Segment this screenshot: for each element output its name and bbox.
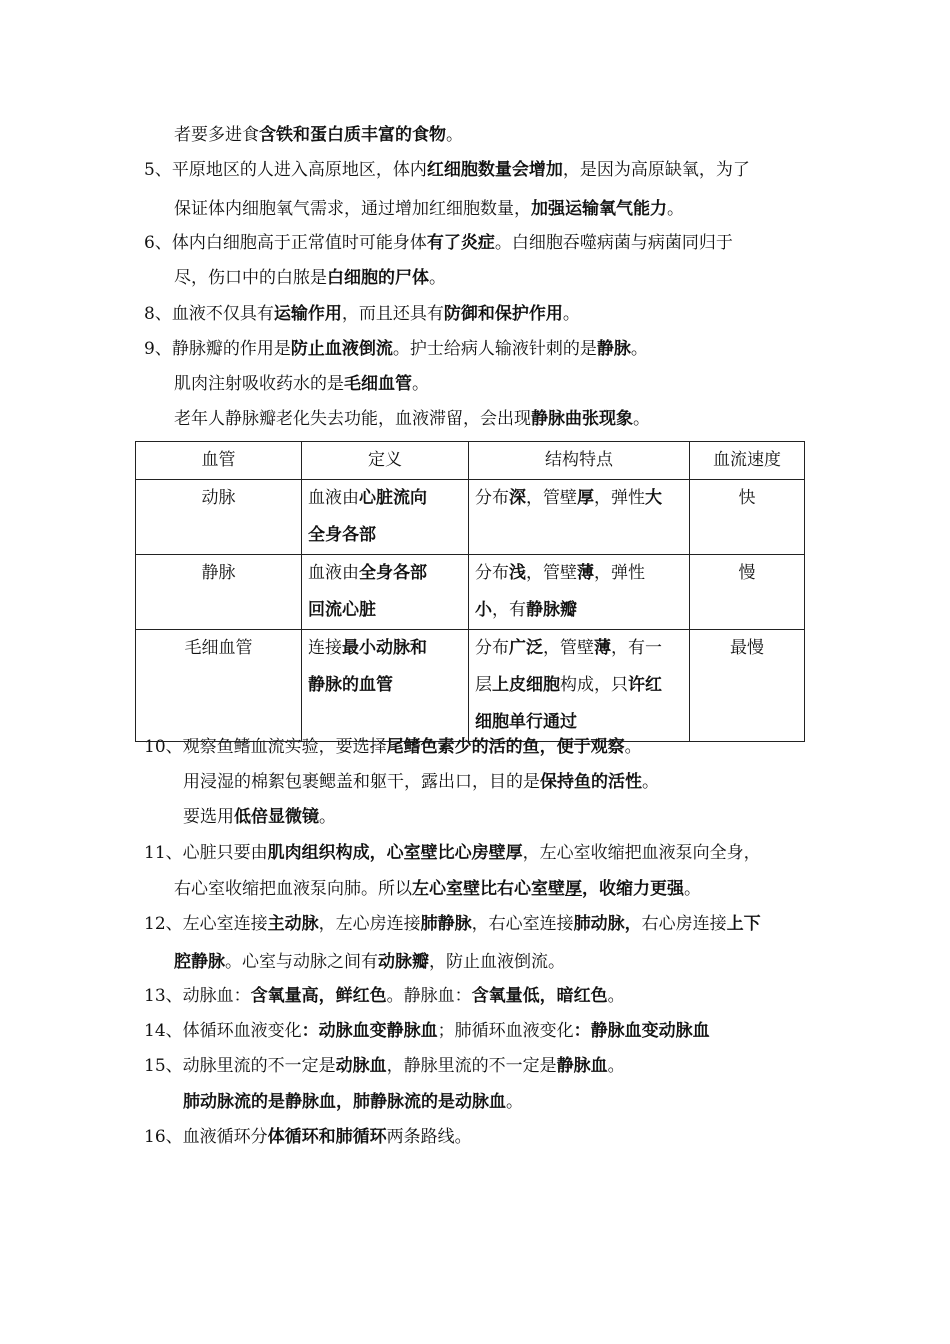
bold-text: 体循环和肺循环	[267, 1127, 387, 1147]
text-run: 肌肉注射吸收药水的是	[174, 374, 344, 394]
cell-speed: 慢	[690, 555, 805, 630]
bold-text: 含氧量高，鲜红色	[250, 986, 387, 1006]
cell-vessel: 动脉	[136, 480, 302, 555]
cell-text-line	[475, 630, 683, 667]
text-run: 12、左心室连接	[144, 914, 268, 934]
bold-text: 深	[509, 488, 526, 508]
text-run: 血液由	[308, 563, 359, 583]
bold-text: 上皮细胞	[492, 675, 560, 695]
header-speed: 血流速度	[690, 442, 805, 480]
text-run: 保证体内细胞氧气需求，通过增加红细胞数量，	[174, 199, 531, 219]
text-line	[183, 805, 336, 829]
text-line	[144, 231, 733, 255]
header-structure: 结构特点	[469, 442, 690, 480]
text-line	[183, 1090, 523, 1114]
cell-definition	[302, 480, 469, 555]
text-run: ，防止血液倒流。	[429, 952, 565, 972]
text-line	[144, 1019, 710, 1043]
text-run: 者要多进食	[174, 125, 259, 145]
text-run: 。	[624, 737, 642, 757]
text-run: 16、血液循环分	[144, 1127, 268, 1147]
text-run: 。护士给病人输液针刺的是	[392, 339, 597, 359]
text-line	[174, 407, 650, 431]
bold-text: 细胞单行通过	[475, 712, 577, 732]
text-run: 11、心脏只要由	[144, 843, 268, 863]
bold-text: 最小动脉和	[342, 638, 427, 658]
cell-text-line	[475, 667, 683, 704]
text-run: ，而且还具有	[341, 304, 444, 324]
text-line	[144, 158, 750, 182]
text-run: 。	[607, 1056, 625, 1076]
bold-text: 低倍显微镜	[234, 807, 319, 827]
text-line	[144, 984, 625, 1008]
text-run: ，有一	[611, 638, 662, 658]
text-run: 6、体内白细胞高于正常值时可能身体	[144, 233, 427, 253]
bold-text: 全身各部	[308, 525, 376, 545]
bold-text: 静脉	[596, 339, 631, 359]
table-row	[136, 555, 805, 630]
text-run: ，管壁	[526, 563, 577, 583]
text-run: 。	[667, 199, 684, 219]
text-run: ；肺循环血液变化	[437, 1021, 574, 1041]
text-run: 。静脉血：	[386, 986, 472, 1006]
bold-text: 肺静脉	[420, 914, 472, 934]
cell-text-line	[308, 592, 462, 629]
text-run: 分布	[475, 488, 509, 508]
cell-speed: 最慢	[690, 630, 805, 742]
bold-text: 尾鳍色素少的活的鱼，便于观察	[386, 737, 625, 757]
text-run: ，右心室连接	[471, 914, 574, 934]
text-run: 用浸湿的棉絮包裹鳃盖和躯干，露出口，目的是	[183, 772, 540, 792]
text-run: 。	[607, 986, 625, 1006]
bold-text: 薄	[594, 638, 611, 658]
text-line	[144, 302, 580, 326]
text-run: 血液由	[308, 488, 359, 508]
text-line	[144, 337, 648, 361]
bold-text: 防止血液倒流	[290, 339, 393, 359]
bold-text: 保持鱼的活性	[540, 772, 642, 792]
text-run: ，左心房连接	[318, 914, 421, 934]
text-run: ，管壁	[543, 638, 594, 658]
cell-definition	[302, 630, 469, 742]
text-line	[174, 877, 701, 901]
text-line	[174, 197, 684, 221]
bold-text: ，收缩力更强	[582, 879, 684, 899]
bold-text: 薄	[577, 563, 594, 583]
header-vessel: 血管	[136, 442, 302, 480]
bold-text: 主动脉	[267, 914, 319, 934]
text-run: 。	[506, 1092, 523, 1112]
bold-text: 静脉血	[556, 1056, 608, 1076]
cell-text-line	[308, 517, 462, 554]
cell-text-line	[308, 480, 462, 517]
bold-text: 毛细血管	[344, 374, 412, 394]
text-line	[144, 912, 761, 936]
bold-text: 防御和保护作用	[443, 304, 563, 324]
bold-text: 厚	[565, 879, 582, 899]
text-run: 。白细胞吞噬病菌与病菌同归于	[494, 233, 733, 253]
cell-vessel: 静脉	[136, 555, 302, 630]
text-run: 8、血液不仅具有	[144, 304, 274, 324]
text-run: 尽，伤口中的白脓是	[174, 268, 327, 288]
bold-text: 浅	[509, 563, 526, 583]
text-line	[174, 123, 463, 147]
text-run: 。	[684, 879, 701, 899]
text-run: ，有	[492, 600, 526, 620]
text-line	[174, 266, 446, 290]
bold-text: 小	[475, 600, 492, 620]
text-run: 要选用	[183, 807, 234, 827]
text-run: 。	[319, 807, 336, 827]
bold-text: 含铁和蛋白质丰富的食物	[259, 125, 446, 145]
text-run: ，静脉里流的不一定是	[386, 1056, 557, 1076]
bold-text: 回流心脏	[308, 600, 376, 620]
bold-text: 全身各部	[359, 563, 427, 583]
text-run: 13、动脉血：	[144, 986, 251, 1006]
bold-text: 加强运输氧气能力	[531, 199, 667, 219]
bold-text: 腔静脉	[174, 952, 225, 972]
text-run: 5、平原地区的人进入高原地区，体内	[144, 160, 427, 180]
bold-text: 左心室壁比右心室壁	[412, 879, 565, 899]
cell-vessel: 毛细血管	[136, 630, 302, 742]
text-run: 。	[562, 304, 580, 324]
cell-text-line	[308, 667, 462, 704]
cell-text-line	[475, 704, 683, 741]
text-run: 。	[429, 268, 446, 288]
bold-text: 白细胞的尸体	[327, 268, 429, 288]
text-run: 15、动脉里流的不一定是	[144, 1056, 336, 1076]
bold-text: 肌肉组织构成，心室壁比心房壁厚	[267, 843, 523, 863]
text-line	[183, 770, 659, 794]
header-definition: 定义	[302, 442, 469, 480]
text-run: 。	[630, 339, 648, 359]
cell-text-line	[308, 555, 462, 592]
cell-structure	[469, 555, 690, 630]
text-run: 分布	[475, 563, 509, 583]
bold-text: 大	[645, 488, 662, 508]
bold-text: 动脉血	[335, 1056, 387, 1076]
table-row	[136, 480, 805, 555]
bold-text: 运输作用	[273, 304, 342, 324]
text-run: 。	[642, 772, 659, 792]
text-line	[144, 1125, 472, 1149]
bold-text: 静脉的血管	[308, 675, 393, 695]
text-line	[144, 841, 761, 865]
text-run: 右心室收缩把血液泵向肺。所以	[174, 879, 412, 899]
text-line	[174, 950, 565, 974]
text-run: ，弹性	[594, 563, 645, 583]
table-row	[136, 630, 805, 742]
bold-text: 静脉瓣	[526, 600, 577, 620]
bold-text: 上下	[726, 914, 761, 934]
cell-speed: 快	[690, 480, 805, 555]
text-run: ，弹性	[594, 488, 645, 508]
bold-text: 肺动脉流的是静脉血，肺静脉流的是动脉血	[183, 1092, 506, 1112]
text-run: 构成，只	[560, 675, 628, 695]
bold-text: 肺动脉，	[573, 914, 642, 934]
text-run: 14、体循环血液变化	[144, 1021, 302, 1041]
bold-text: 红细胞数量会增加	[426, 160, 563, 180]
blood-vessel-table	[135, 441, 805, 742]
text-run: 层	[475, 675, 492, 695]
bold-text: 静脉曲张现象	[531, 409, 633, 429]
text-run: 两条路线。	[386, 1127, 472, 1147]
text-run: 10、观察鱼鳍血流实验，要选择	[144, 737, 387, 757]
bold-text: 厚	[577, 488, 594, 508]
bold-text: 动脉瓣	[378, 952, 429, 972]
bold-text: 含氧量低，暗红色	[471, 986, 608, 1006]
cell-structure	[469, 480, 690, 555]
bold-text: 心脏流向	[359, 488, 427, 508]
cell-text-line	[475, 592, 683, 629]
cell-structure	[469, 630, 690, 742]
text-run: 右心房连接	[641, 914, 727, 934]
text-run: 连接	[308, 638, 342, 658]
bold-text: ：静脉血变动脉血	[573, 1021, 710, 1041]
cell-text-line	[475, 555, 683, 592]
bold-text: 有了炎症	[426, 233, 495, 253]
cell-text-line	[475, 480, 683, 517]
text-line	[174, 372, 429, 396]
text-run: ，管壁	[526, 488, 577, 508]
bold-text: 广泛	[509, 638, 543, 658]
text-run: 。	[412, 374, 429, 394]
cell-text-line	[308, 630, 462, 667]
text-run: 分布	[475, 638, 509, 658]
text-run: ，是因为高原缺氧，为了	[562, 160, 750, 180]
text-run: 。	[633, 409, 650, 429]
cell-definition	[302, 555, 469, 630]
text-line	[144, 1054, 625, 1078]
bold-text: 许红	[628, 675, 662, 695]
text-run: 老年人静脉瓣老化失去功能，血液滞留，会出现	[174, 409, 531, 429]
table-header-row	[136, 442, 805, 480]
text-run: 。心室与动脉之间有	[225, 952, 378, 972]
text-run: 。	[446, 125, 463, 145]
bold-text: ：动脉血变静脉血	[301, 1021, 438, 1041]
text-run: ，左心室收缩把血液泵向全身，	[522, 843, 761, 863]
text-run: 9、静脉瓣的作用是	[144, 339, 291, 359]
